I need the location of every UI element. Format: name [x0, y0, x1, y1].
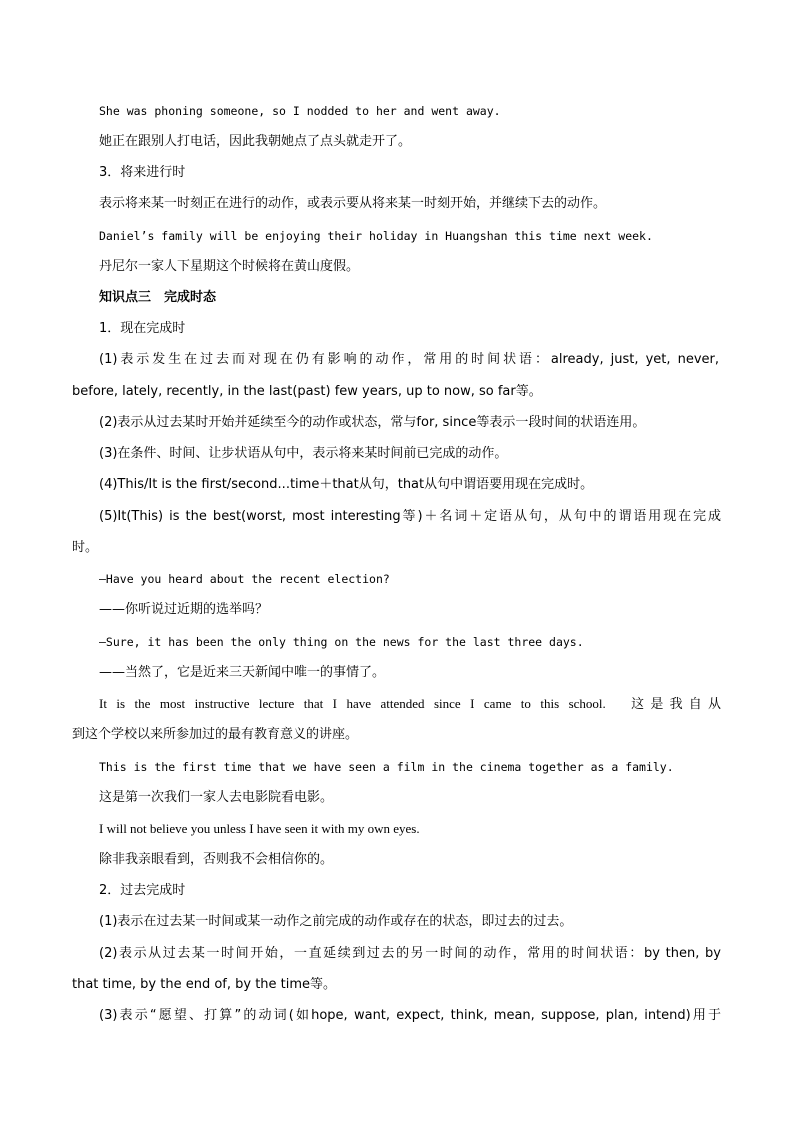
paragraph: before, lately, recently, in the last(past) few years, up to now, so far等。 — [72, 384, 542, 399]
subsection-heading: 1．现在完成时 — [99, 321, 186, 336]
example-sentence-cn: 她正在跟别人打电话，因此我朝她点了点头就走开了。 — [99, 134, 412, 149]
paragraph: (3)表示“愿望、打算”的动词(如hope, want, expect, think, mean, suppose, plan, intend)用于 — [99, 1008, 721, 1023]
example-sentence-cn: 这是第一次我们一家人去电影院看电影。 — [99, 790, 334, 805]
example-sentence-en: I will not believe you unless I have seen it with my own eyes. — [99, 821, 420, 836]
paragraph: (3)在条件、时间、让步状语从句中，表示将来某时间前已完成的动作。 — [99, 446, 508, 461]
paragraph: (2)表示从过去某时开始并延续至今的动作或状态，常与for, since等表示一段时间的状语连用。 — [99, 415, 646, 430]
subsection-heading: 2．过去完成时 — [99, 883, 186, 898]
paragraph: that time, by the end of, by the time等。 — [72, 977, 337, 992]
paragraph: (1)表示在过去某一时间或某一动作之前完成的动作或存在的状态，即过去的过去。 — [99, 914, 573, 929]
paragraph: (1)表示发生在过去而对现在仍有影响的动作，常用的时间状语：already, just, yet, never, — [99, 352, 719, 367]
example-sentence-en: This is the first time that we have seen a film in the cinema together as a family. — [99, 760, 674, 774]
paragraph: 表示将来某一时刻正在进行的动作，或表示要从将来某一时刻开始，并继续下去的动作。 — [99, 196, 607, 211]
dialogue-cn: ——你听说过近期的选举吗？ — [99, 602, 269, 617]
paragraph: (2)表示从过去某一时间开始，一直延续到过去的另一时间的动作，常用的时间状语：by then, by — [99, 946, 721, 961]
section-heading: 知识点三 完成时态 — [99, 290, 217, 305]
example-sentence-en: Daniel’s family will be enjoying their holiday in Huangshan this time next week. — [99, 229, 653, 243]
dialogue-cn: ——当然了，它是近来三天新闻中唯一的事情了。 — [99, 665, 386, 680]
example-sentence-en: She was phoning someone, so I nodded to her and went away. — [99, 104, 501, 118]
paragraph: (5)It(This) is the best(worst, most interesting等)＋名词＋定语从句，从句中的谓语用现在完成 — [99, 509, 721, 524]
paragraph: (4)This/It is the first/second...time＋that从句，that从句中谓语要用现在完成时。 — [99, 477, 594, 492]
example-sentence-cn: 到这个学校以来所参加过的最有教育意义的讲座。 — [72, 727, 359, 742]
paragraph: 时。 — [72, 540, 99, 555]
subsection-heading: 3．将来进行时 — [99, 165, 186, 180]
example-sentence-cn: 丹尼尔一家人下星期这个时候将在黄山度假。 — [99, 259, 360, 274]
dialogue-en: —Sure, it has been the only thing on the news for the last three days. — [99, 635, 584, 649]
example-sentence-en: It is the most instructive lecture that I have attended since I came to this school. 这是我自从 — [99, 696, 721, 711]
dialogue-en: —Have you heard about the recent election? — [99, 572, 390, 586]
example-sentence-cn: 除非我亲眼看到，否则我不会相信你的。 — [99, 852, 334, 867]
